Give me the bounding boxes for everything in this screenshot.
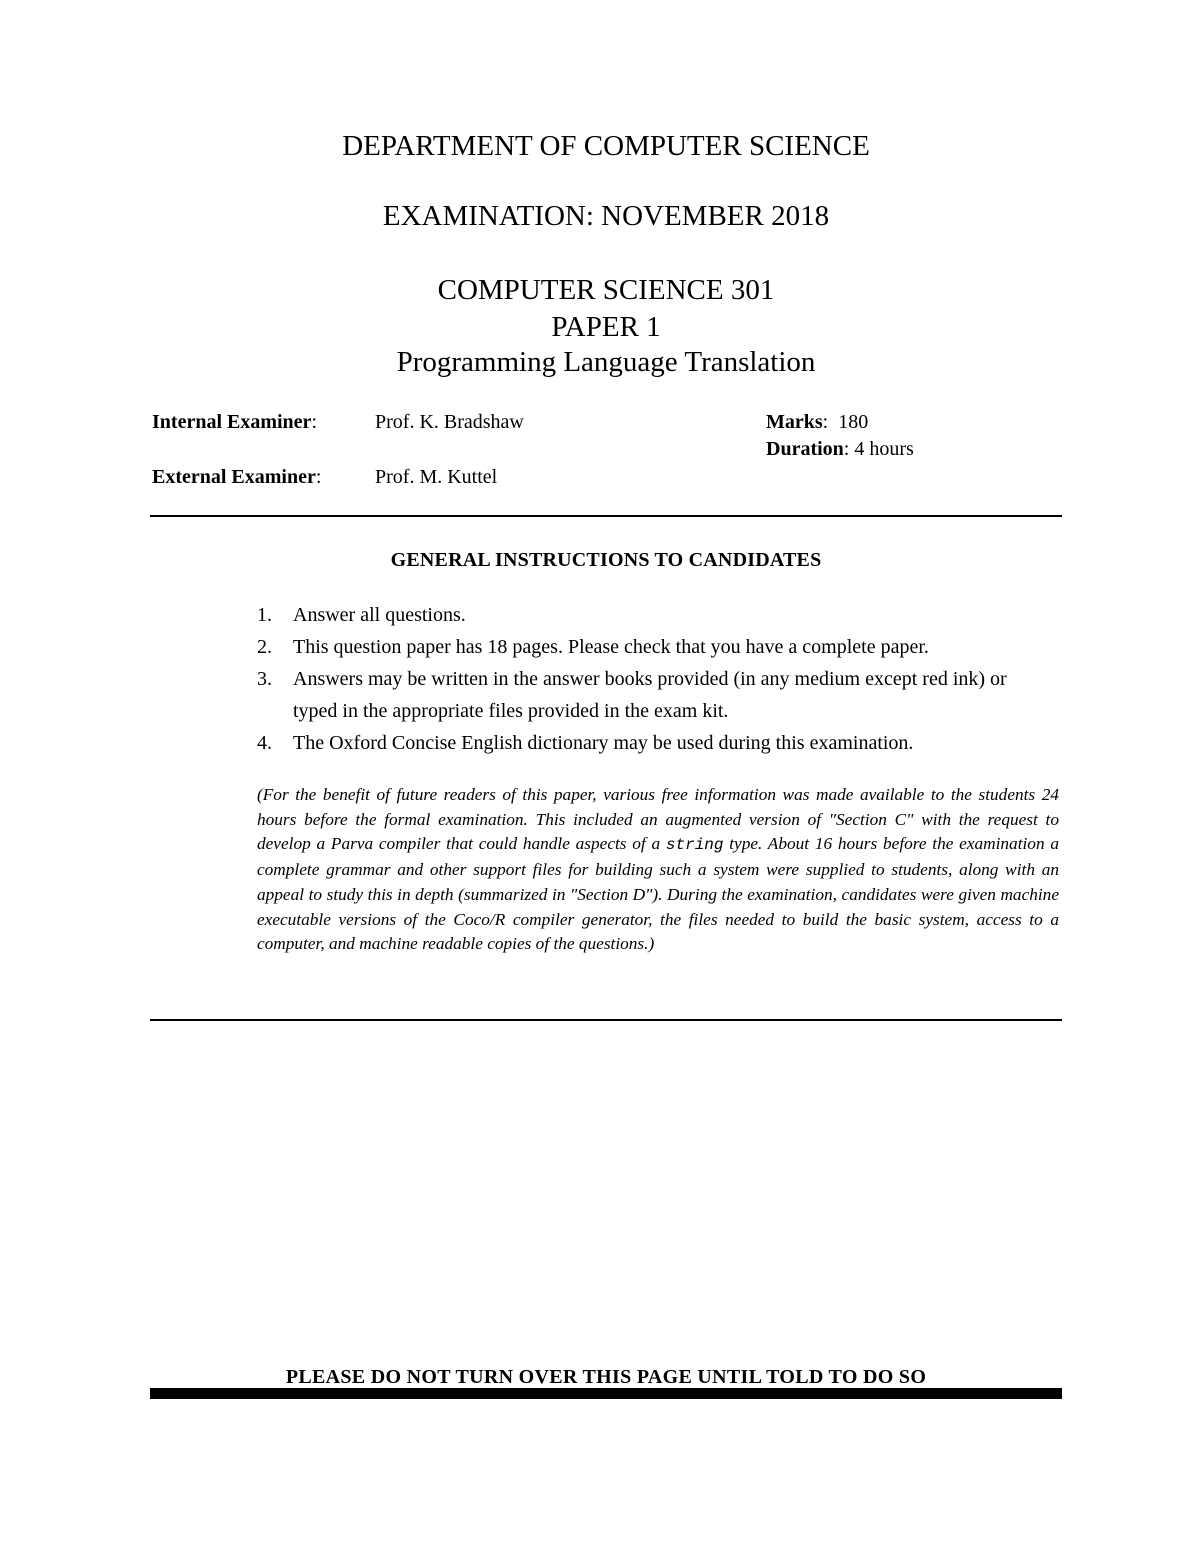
external-examiner-name: Prof. M. Kuttel [375, 466, 498, 488]
list-item: 2. This question paper has 18 pages. Please check that you have a complete paper. [257, 636, 929, 658]
internal-examiner-label: Internal Examiner: [152, 411, 317, 433]
duration-value: 4 hours [854, 438, 914, 460]
course-title: COMPUTER SCIENCE 301 [437, 274, 775, 306]
note-paragraph: (For the benefit of future readers of this paper, various free information was made available to the students 24 hours before the formal examination. This included an augmented version of "Section C" with the request to develop a Parva compiler that could handle aspects of a string type. About 16 hours before the examination a complete grammar and other support files for building such a system were supplied to students, along with an appeal to study this in depth (summarized in "Section D"). During the examination, candidates were given machine executable versions of the Coco/R compiler generator, the files needed to build the basic system, access to a computer, and machine readable copies of the questions.) [257, 785, 1059, 954]
list-item: 3. Answers may be written in the answer books provided (in any medium except red ink) or typed in the appropriate files provided in the exam kit. [257, 668, 1007, 722]
duration-line: Duration: 4 hours [766, 438, 914, 460]
list-item: 4. The Oxford Concise English dictionary may be used during this examination. [257, 732, 914, 754]
marks-line: Marks: 180 [766, 411, 869, 433]
divider-top [150, 515, 1062, 517]
examination-date: EXAMINATION: NOVEMBER 2018 [382, 200, 830, 232]
subject-title: Programming Language Translation [396, 346, 816, 378]
internal-examiner-name: Prof. K. Bradshaw [375, 411, 524, 433]
instructions-heading: GENERAL INSTRUCTIONS TO CANDIDATES [390, 549, 822, 571]
external-examiner-label: External Examiner: [152, 466, 322, 488]
footer-thick-rule [150, 1388, 1062, 1399]
do-not-turn-warning: PLEASE DO NOT TURN OVER THIS PAGE UNTIL TOLD TO DO SO [285, 1366, 927, 1388]
department-title: DEPARTMENT OF COMPUTER SCIENCE [342, 130, 870, 162]
list-item: 1. Answer all questions. [257, 604, 466, 626]
code-string: string [665, 836, 724, 855]
marks-value: 180 [838, 411, 869, 433]
paper-number: PAPER 1 [551, 311, 661, 343]
instructions-list [257, 599, 1057, 759]
divider-bottom [150, 1019, 1062, 1021]
